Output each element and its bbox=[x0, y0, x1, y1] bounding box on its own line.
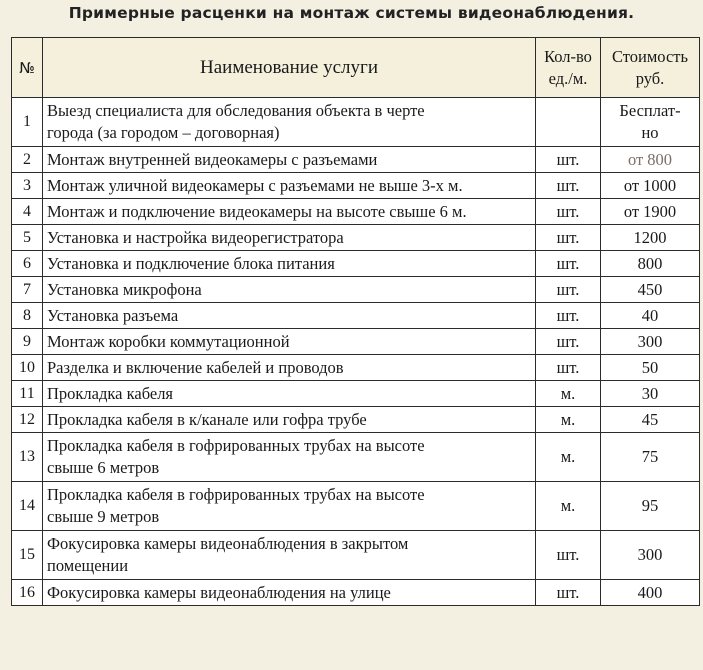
price bbox=[601, 531, 700, 580]
price-line1: Бесплат- bbox=[619, 101, 681, 120]
price bbox=[601, 199, 700, 225]
service-name-line1: Установка и подключение блока питания bbox=[47, 253, 335, 273]
service-name bbox=[43, 433, 536, 482]
table-row bbox=[12, 433, 700, 482]
service-name bbox=[43, 531, 536, 580]
header-price-line1: Стоимость bbox=[611, 46, 689, 66]
table-header-row bbox=[12, 38, 700, 98]
table-row bbox=[12, 482, 700, 531]
service-name bbox=[43, 303, 536, 329]
service-name bbox=[43, 329, 536, 355]
price bbox=[601, 355, 700, 381]
price-line1: 95 bbox=[641, 496, 659, 515]
price bbox=[601, 225, 700, 251]
table-row bbox=[12, 355, 700, 381]
price-line1: 30 bbox=[641, 383, 659, 403]
service-name bbox=[43, 355, 536, 381]
table-row bbox=[12, 531, 700, 580]
header-price-line2: руб. bbox=[635, 68, 665, 88]
row-number: 5 bbox=[12, 225, 43, 251]
price bbox=[601, 251, 700, 277]
price bbox=[601, 147, 700, 173]
unit: м. bbox=[536, 381, 601, 407]
price-line1: 45 bbox=[641, 409, 659, 429]
row-number: 14 bbox=[12, 482, 43, 531]
unit: шт. bbox=[536, 355, 601, 381]
service-name-line1: Установка разъема bbox=[47, 305, 179, 325]
price-line1: 40 bbox=[641, 305, 659, 325]
row-number: 12 bbox=[12, 407, 43, 433]
service-name-line1: Прокладка кабеля в к/канале или гофра трубе bbox=[47, 409, 367, 429]
price-line1: 75 bbox=[641, 447, 659, 466]
price-line2: но bbox=[641, 123, 659, 142]
service-name bbox=[43, 277, 536, 303]
table-row bbox=[12, 381, 700, 407]
price-line1: 450 bbox=[637, 279, 663, 299]
header-unit bbox=[536, 38, 601, 98]
service-name-line1: Монтаж коробки коммутационной bbox=[47, 331, 290, 351]
unit: м. bbox=[536, 407, 601, 433]
price-line1: 50 bbox=[641, 357, 659, 377]
price bbox=[601, 173, 700, 199]
table-row bbox=[12, 407, 700, 433]
service-name bbox=[43, 251, 536, 277]
unit: шт. bbox=[536, 225, 601, 251]
row-number: 3 bbox=[12, 173, 43, 199]
service-name-line2: свыше 6 метров bbox=[47, 458, 160, 477]
table-row bbox=[12, 329, 700, 355]
table-row bbox=[12, 173, 700, 199]
row-number: 1 bbox=[12, 98, 43, 147]
unit: шт. bbox=[536, 329, 601, 355]
row-number: 8 bbox=[12, 303, 43, 329]
service-name-line1: Фокусировка камеры видеонаблюдения на улице bbox=[47, 582, 391, 602]
page-title: Примерные расценки на монтаж системы видеонаблюдения. bbox=[68, 4, 635, 22]
row-number: 7 bbox=[12, 277, 43, 303]
service-name-line1: Прокладка кабеля bbox=[47, 383, 174, 403]
price bbox=[601, 482, 700, 531]
price-line1: от 1000 bbox=[623, 175, 677, 195]
price bbox=[601, 381, 700, 407]
service-name bbox=[43, 407, 536, 433]
service-name-line1: Прокладка кабеля в гофрированных трубах на высоте bbox=[47, 485, 425, 504]
price-table bbox=[11, 37, 700, 606]
unit: шт. bbox=[536, 531, 601, 580]
price-line1: 400 bbox=[637, 582, 663, 602]
service-name-line1: Прокладка кабеля в гофрированных трубах на высоте bbox=[47, 436, 425, 455]
service-name-line2: помещении bbox=[47, 556, 129, 575]
price bbox=[601, 277, 700, 303]
row-number: 11 bbox=[12, 381, 43, 407]
price bbox=[601, 303, 700, 329]
service-name-line1: Выезд специалиста для обследования объекта в черте bbox=[47, 101, 425, 120]
header-price bbox=[601, 38, 700, 98]
row-number: 9 bbox=[12, 329, 43, 355]
header-unit-line2: ед./м. bbox=[548, 68, 588, 88]
unit: шт. bbox=[536, 173, 601, 199]
unit: шт. bbox=[536, 251, 601, 277]
service-name bbox=[43, 225, 536, 251]
table-row bbox=[12, 147, 700, 173]
row-number: 2 bbox=[12, 147, 43, 173]
service-name-line2: города (за городом – договорная) bbox=[47, 123, 280, 142]
unit: шт. bbox=[536, 303, 601, 329]
price bbox=[601, 329, 700, 355]
table-row bbox=[12, 303, 700, 329]
price bbox=[601, 98, 700, 147]
unit: м. bbox=[536, 482, 601, 531]
price bbox=[601, 580, 700, 606]
price-line1: от 1900 bbox=[623, 201, 677, 221]
row-number: 10 bbox=[12, 355, 43, 381]
service-name-line1: Монтаж и подключение видеокамеры на высоте свыше 6 м. bbox=[47, 201, 467, 221]
service-name-line1: Монтаж внутренней видеокамеры с разъемами bbox=[47, 149, 378, 169]
row-number: 13 bbox=[12, 433, 43, 482]
unit: шт. bbox=[536, 147, 601, 173]
unit: шт. bbox=[536, 199, 601, 225]
table-row bbox=[12, 199, 700, 225]
service-name bbox=[43, 381, 536, 407]
row-number: 4 bbox=[12, 199, 43, 225]
table-row bbox=[12, 580, 700, 606]
table-body bbox=[12, 98, 700, 606]
service-name-line1: Монтаж уличной видеокамеры с разъемами не выше 3-х м. bbox=[47, 175, 463, 195]
service-name bbox=[43, 147, 536, 173]
table-row bbox=[12, 277, 700, 303]
table-row bbox=[12, 98, 700, 147]
price bbox=[601, 433, 700, 482]
price-line1: 800 bbox=[637, 253, 663, 273]
row-number: 16 bbox=[12, 580, 43, 606]
service-name bbox=[43, 482, 536, 531]
header-unit-line1: Кол-во bbox=[544, 46, 592, 66]
service-name bbox=[43, 98, 536, 147]
service-name bbox=[43, 580, 536, 606]
price-line1: от 800 bbox=[627, 149, 673, 169]
price-line1: 300 bbox=[637, 545, 663, 564]
row-number: 15 bbox=[12, 531, 43, 580]
service-name-line1: Разделка и включение кабелей и проводов bbox=[47, 357, 344, 377]
service-name-line1: Установка микрофона bbox=[47, 279, 202, 299]
table-row bbox=[12, 225, 700, 251]
header-number: № bbox=[12, 38, 43, 98]
unit: м. bbox=[536, 433, 601, 482]
service-name-line1: Установка и настройка видеорегистратора bbox=[47, 227, 344, 247]
service-name bbox=[43, 173, 536, 199]
unit: шт. bbox=[536, 580, 601, 606]
service-name-line2: свыше 9 метров bbox=[47, 507, 160, 526]
service-name bbox=[43, 199, 536, 225]
price-line1: 300 bbox=[637, 331, 663, 351]
header-service-name: Наименование услуги bbox=[43, 38, 536, 98]
price-line1: 1200 bbox=[633, 227, 667, 247]
service-name-line1: Фокусировка камеры видеонаблюдения в закрытом bbox=[47, 534, 409, 553]
price bbox=[601, 407, 700, 433]
table-row bbox=[12, 251, 700, 277]
unit bbox=[536, 98, 601, 147]
unit: шт. bbox=[536, 277, 601, 303]
row-number: 6 bbox=[12, 251, 43, 277]
